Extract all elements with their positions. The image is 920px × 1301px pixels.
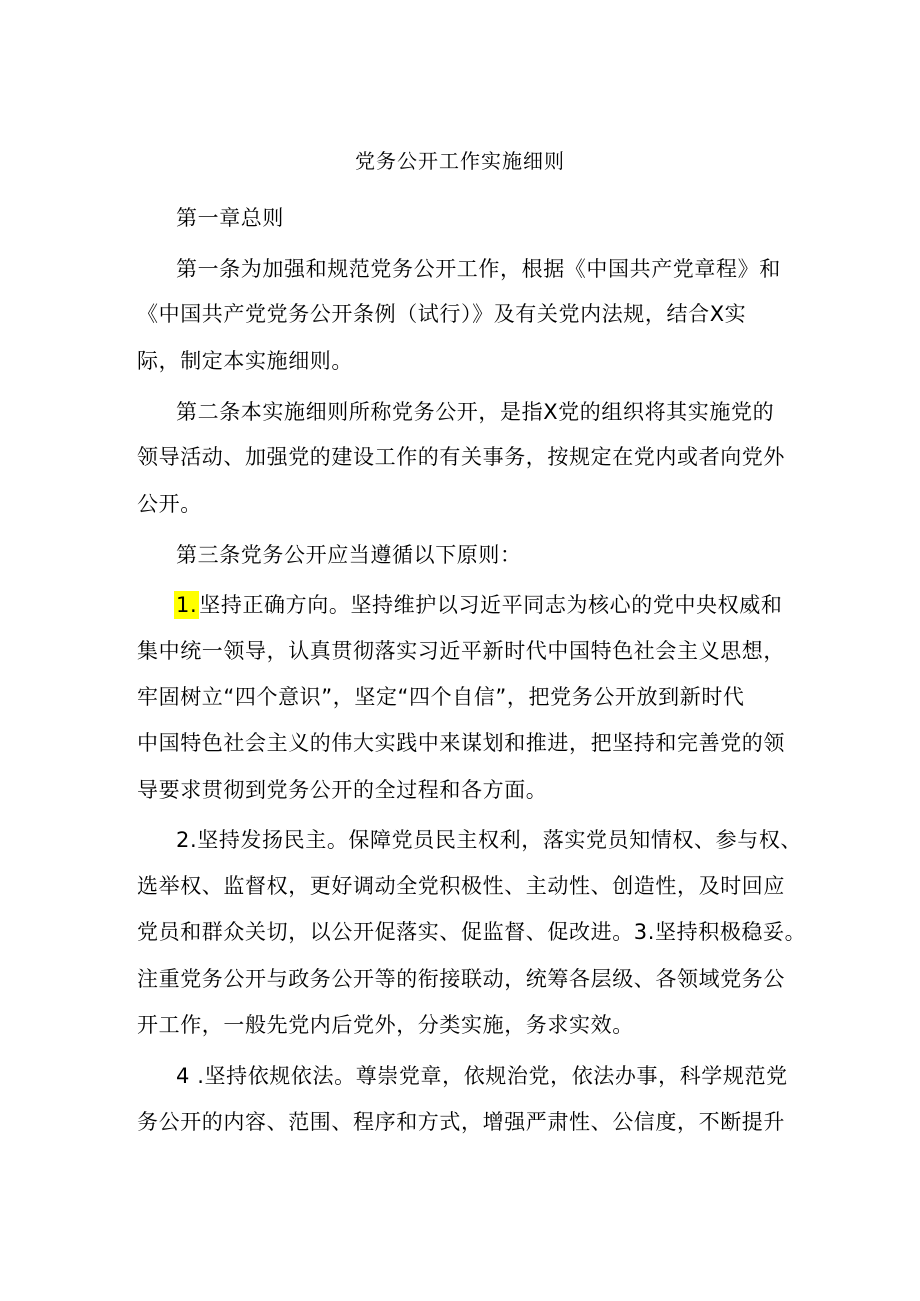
paragraph-line: 2.坚持发扬民主。保障党员民主权利，落实党员知情权、参与权、 <box>176 828 803 852</box>
paragraph-line: 选举权、监督权，更好调动全党积极性、主动性、创造性，及时回应 <box>137 874 785 898</box>
paragraph-line: 公开。 <box>137 492 202 516</box>
paragraph-line: 牢固树立“四个意识”，坚定“四个自信”，把党务公开放到新时代 <box>137 685 745 709</box>
paragraph-line: 中国特色社会主义的伟大实践中来谋划和推进，把坚持和完善党的领 <box>137 731 785 755</box>
paragraph-line: 务公开的内容、范围、程序和方式，增强严肃性、公信度，不断提升 <box>137 1110 785 1134</box>
paragraph-line: 注重党务公开与政务公开等的衔接联动，统筹各层级、各领域党务公 <box>137 967 785 991</box>
document-title: 党务公开工作实施细则 <box>355 149 565 173</box>
paragraph-line: 导要求贯彻到党务公开的全过程和各方面。 <box>137 778 548 802</box>
paragraph-text: 坚持正确方向。坚持维护以习近平同志为核心的党中央权威和 <box>199 593 783 617</box>
paragraph-line: 开工作，一般先党内后党外，分类实施，务求实效。 <box>137 1013 634 1037</box>
paragraph-line: 党员和群众关切，以公开促落实、促监督、促改进。3.坚持积极稳妥。 <box>137 920 807 944</box>
paragraph-line: 际，制定本实施细则。 <box>137 349 353 373</box>
paragraph-line: 集中统一领导，认真贯彻落实习近平新时代中国特色社会主义思想， <box>137 639 785 663</box>
highlighted-list-marker: 1. <box>176 593 198 617</box>
paragraph-line: 第二条本实施细则所称党务公开，是指X党的组织将其实施党的 <box>176 400 775 424</box>
paragraph-line-highlighted <box>176 591 782 619</box>
paragraph-line: 4 .坚持依规依法。尊崇党章，依规治党，依法办事，科学规范党 <box>176 1064 788 1088</box>
paragraph-line: 第三条党务公开应当遵循以下原则： <box>176 543 522 567</box>
paragraph-line: 领导活动、加强党的建设工作的有关事务，按规定在党内或者向党外 <box>137 445 785 469</box>
chapter-heading: 第一章总则 <box>176 206 284 230</box>
paragraph-line: 第一条为加强和规范党务公开工作，根据《中国共产党章程》和 <box>176 257 781 281</box>
paragraph-line: 《中国共产党党务公开条例（试行）》及有关党内法规，结合X实 <box>137 302 747 326</box>
